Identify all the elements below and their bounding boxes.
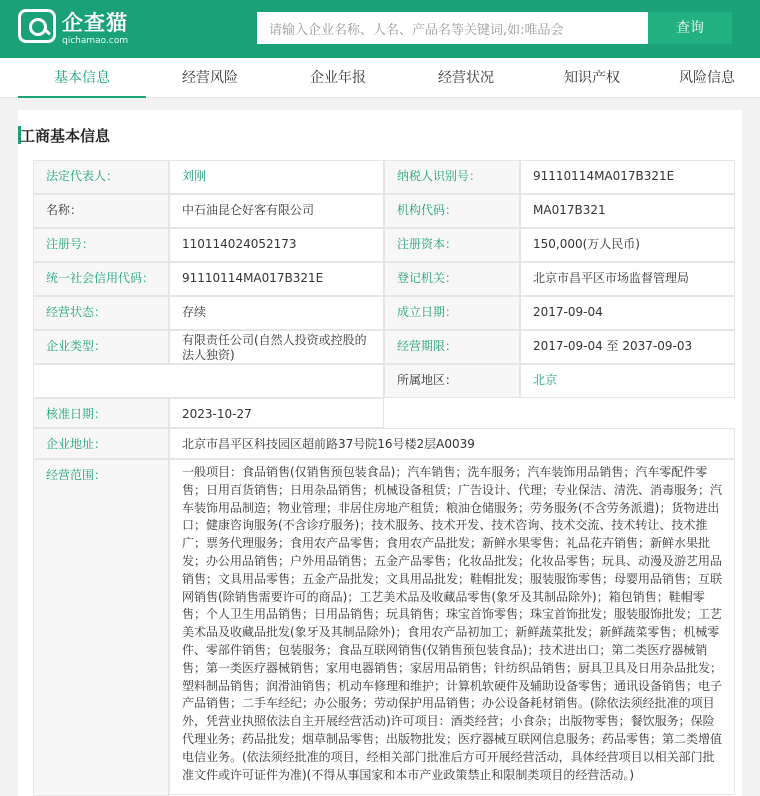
term-label: 经营期限： [384,330,520,364]
name-value: 中石油昆仑好客有限公司 [169,194,384,228]
founded-label: 成立日期： [384,296,520,330]
search-input[interactable]: 请输入企业名称、人名、产品名等关键词,如:唯品会 [257,12,657,44]
empty-cell [33,364,384,398]
tab-business-risk[interactable]: 经营风险 [182,70,238,86]
tab-bar [0,58,760,98]
top-header [0,0,760,58]
founded-value: 2017-09-04 [520,296,735,330]
region-label: 所属地区： [384,364,520,398]
section-title: 工商基本信息 [20,127,111,145]
credit-code-label: 统一社会信用代码： [33,262,169,296]
reg-no-label: 注册号： [33,228,169,262]
term-value: 2017-09-04 至 2037-09-03 [520,330,735,364]
authority-label: 登记机关： [384,262,520,296]
credit-code-value: 91110114MA017B321E [169,262,384,296]
scope-value: 一般项目：食品销售(仅销售预包装食品)；汽车销售；洗车服务；汽车装饰用品销售；汽车零配件零售；日用百货销售；日用杂品销售；机械设备租赁；广告设计、代理；专业保洁、清洗、消毒服务；汽车装饰用品制造；物业管理；非居住房地产租赁；粮油仓储服务；劳务服务(不含劳务派遣)；货物进出口；健康咨询服务(不含诊疗服务)；技术服务、技术开发、技术咨询、技术交流、技术转让、技术推广；票务代理服务；食用农产品零售；食用农产品批发；新鲜水果零售；礼品花卉销售；新鲜水果批发；办公用品销售；户外用品销售；五金产品零售；化妆品批发；化妆品零售；玩具、动漫及游艺用品销售；文具用品零售；五金产品批发；文具用品批发；鞋帽批发；服装服饰零售；母婴用品销售；互联网销售(除销售需要许可的商品)；工艺美术品及收藏品零售(象牙及其制品除外)；箱包销售；鞋帽零售；个人卫生用品销售；日用品销售；玩具销售；珠宝首饰零售；珠宝首饰批发；服装服饰批发；工艺美术品及收藏品批发(象牙及其制品除外)；食用农产品初加工；新鲜蔬菜批发；新鲜蔬菜零售；机械零件、零部件销售；包装服务；食品互联网销售(仅销售预包装食品)；技术进出口；第二类医疗器械销售；第一类医疗器械销售；家用电器销售；家居用品销售；针纺织品销售；厨具卫具及日用杂品批发；塑料制品销售；润滑油销售；机动车修理和维护；计算机软硬件及辅助设备零售；通讯设备销售；电子产品销售；二手车经纪；办公服务；劳动保护用品销售；办公设备耗材销售。(除依法须经批准的项目外，凭营业执照依法自主开展经营活动)许可项目：酒类经营；小食杂；出版物零售；餐饮服务；保险代理业务；药品批发；烟草制品零售；出版物批发；医疗器械互联网信息服务；药品零售；第二类增值电信业务。(依法须经批准的项目，经相关部门批准后方可开展经营活动，具体经营项目以相关部门批准文件或许可证件为准)(不得从事国家和本市产业政策禁止和限制类项目的经营活动。) [169,459,735,795]
name-label: 名称： [33,194,169,228]
legal-rep-link[interactable]: 刘刚 [169,160,384,194]
search-button[interactable]: 查询 [648,12,732,44]
type-value: 有限责任公司(自然人投资或控股的法人独资) [169,330,384,364]
scope-label: 经营范围： [33,459,169,796]
status-label: 经营状态： [33,296,169,330]
tab-annual-report[interactable]: 企业年报 [310,70,366,86]
taxpayer-label: 纳税人识别号： [384,160,520,194]
approved-label: 核准日期： [33,398,169,428]
reg-capital-value: 150,000(万人民币) [520,228,735,262]
tab-basic-info[interactable]: 基本信息 [18,58,146,98]
region-link[interactable]: 北京 [520,364,735,398]
address-value: 北京市昌平区科技园区超前路37号院16号楼2层A0039 [169,428,735,459]
org-code-value: MA017B321 [520,194,735,228]
logo-subtitle: qichamao.com [62,36,129,46]
status-value: 存续 [169,296,384,330]
reg-no-value: 110114024052173 [169,228,384,262]
approved-value: 2023-10-27 [169,398,384,428]
type-label: 企业类型： [33,330,169,364]
reg-capital-label: 注册资本： [384,228,520,262]
tab-risk-info[interactable]: 风险信息 [679,70,735,86]
logo-title: 企查猫 [62,11,128,35]
address-label: 企业地址： [33,428,169,459]
site-logo[interactable] [18,9,129,49]
tab-operating-status[interactable]: 经营状况 [438,70,494,86]
authority-value: 北京市昌平区市场监督管理局 [520,262,735,296]
logo-mark-icon [18,9,56,43]
legal-rep-label: 法定代表人： [33,160,169,194]
org-code-label: 机构代码： [384,194,520,228]
taxpayer-value: 91110114MA017B321E [520,160,735,194]
tab-intellectual-property[interactable]: 知识产权 [564,70,620,86]
